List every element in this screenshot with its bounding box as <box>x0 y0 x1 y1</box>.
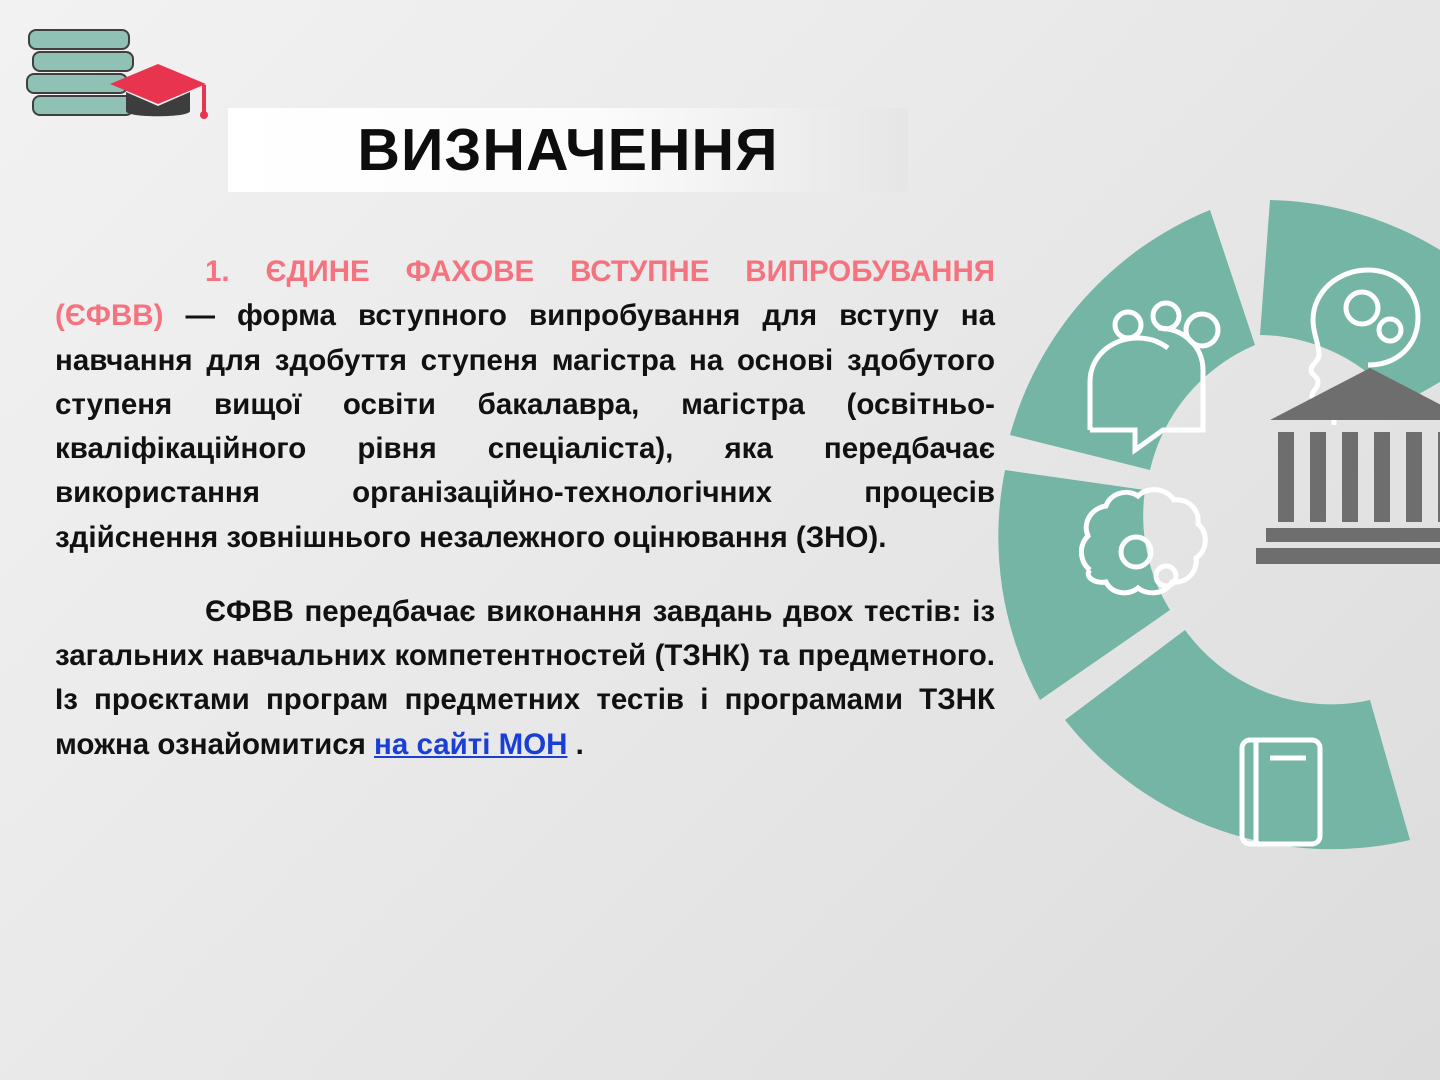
definition-term: 1. ЄДИНЕ ФАХОВЕ ВСТУПНЕ ВИПРОБУВАННЯ (ЄФВВ) <box>55 255 995 333</box>
slide-body <box>55 250 995 785</box>
paragraph-definition <box>55 250 995 560</box>
slide-title-banner <box>228 108 908 192</box>
bank-building-icon <box>1256 368 1440 564</box>
page-title: ВИЗНАЧЕННЯ <box>357 117 779 183</box>
paragraph-tests <box>55 590 995 767</box>
books-graduation-cap-icon <box>18 14 208 124</box>
tests-text-after-link: . <box>567 727 584 761</box>
circular-infographic <box>970 140 1440 940</box>
definition-body: — форма вступного випробування для вступу на навчання для здобуття ступеня магістра на основі здобутого ступеня вищої освіти бакалавра, магістра (освітньо-кваліфікаційного рівня спеціаліста), яка передбачає використання організаційно-технологічних процесів здійснення зовнішнього незалежного оцінювання (ЗНО). <box>55 299 995 554</box>
books-graduation-cap-logo <box>18 14 208 124</box>
mon-site-link[interactable]: на сайті МОН <box>374 727 568 761</box>
segment-book[interactable] <box>1065 630 1410 849</box>
segment-head-gears[interactable] <box>1260 200 1440 405</box>
tests-text-before-link: ЄФВВ передбачає виконання завдань двох тестів: із загальних навчальних компетентностей (ТЗНК) та предметного. Із проєктами програм предметних тестів і програмами ТЗНК можна ознайомитися <box>55 594 995 761</box>
